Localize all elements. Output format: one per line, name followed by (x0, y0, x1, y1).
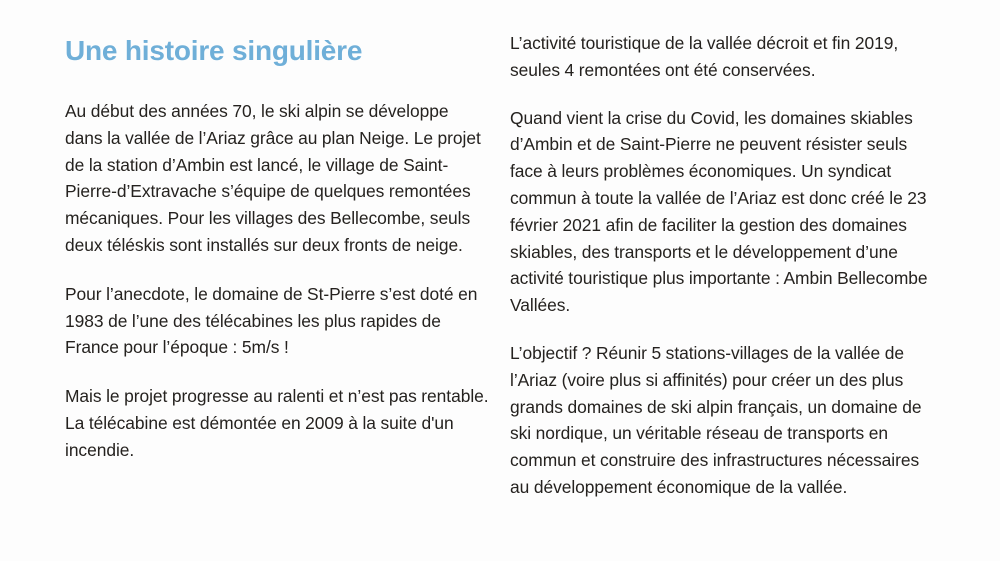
right-paragraph-2: Quand vient la crise du Covid, les domaines skiables d’Ambin et de Saint-Pierre ne peuvent résister seuls face à leurs problèmes économiques. Un syndicat commun à toute la vallée de l’Ariaz est donc créé le 23 février 2021 afin de faciliter la gestion des domaines skiables, des transports et le développement d’une activité touristique plus importante : Ambin Bellecombe Vallées. (510, 107, 928, 316)
left-paragraph-2: Pour l’anecdote, le domaine de St-Pierre s’est doté en 1983 de l’une des télécabines les plus rapides de France pour l’époque : 5m/s ! (65, 283, 478, 358)
right-paragraph-1: L’activité touristique de la vallée décroit et fin 2019, seules 4 remontées ont été conservées. (510, 33, 899, 80)
right-paragraph-3: L’objectif ? Réunir 5 stations-villages de la vallée de l’Ariaz (voire plus si affinités) pour créer un des plus grands domaines de ski alpin français, un domaine de ski nordique, un véritable réseau de transports en commun et construire des infrastructures nécessaires au développement économique de la vallée. (510, 342, 922, 497)
left-paragraph-1: Au début des années 70, le ski alpin se développe dans la vallée de l’Ariaz grâce au plan Neige. Le projet de la station d’Ambin est lancé, le village de Saint-Pierre-d’Extravache s’équipe de quelques remontées mécaniques. Pour les villages des Bellecombe, seuls deux téléskis sont installés sur deux fronts de neige. (65, 101, 481, 255)
right-text-column (510, 30, 940, 522)
left-text-column (65, 34, 490, 464)
left-paragraph-3: Mais le projet progresse au ralenti et n’est pas rentable. La télécabine est démontée en 2009 à la suite d'un incendie. (65, 386, 489, 460)
page-title: Une histoire singulière (65, 35, 363, 66)
